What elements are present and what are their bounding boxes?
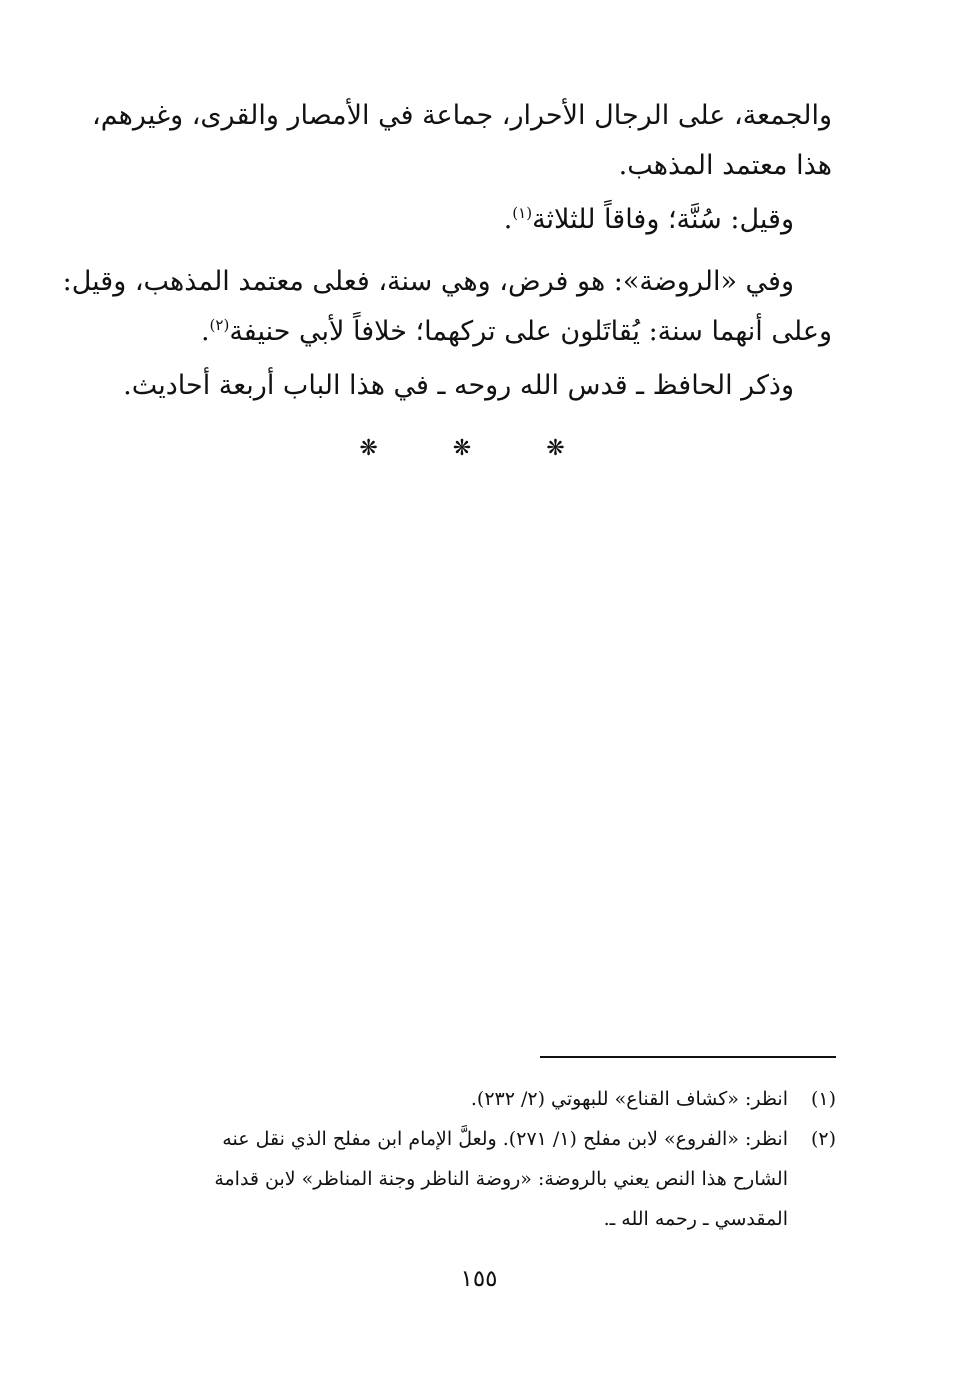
footnote-1-number: (١) [810, 1088, 836, 1110]
footnote-ref-2[interactable]: (٢) [209, 316, 230, 334]
body-line-1: والجمعة، على الرجال الأحرار، جماعة في الأمصار والقرى، وغيرهم، [92, 100, 832, 131]
footnote-ref-1[interactable]: (١) [512, 204, 533, 222]
body-line-3-text: وقيل: سُنَّة؛ وفاقاً للثلاثة [532, 204, 794, 235]
body-line-6: وذكر الحافظ ـ قدس الله روحه ـ في هذا الباب أربعة أحاديث. [123, 370, 794, 401]
section-separator: ❋ ❋ ❋ [359, 436, 599, 461]
body-line-3 [504, 200, 794, 240]
body-line-5 [201, 312, 832, 352]
body-line-5-end: . [200, 316, 210, 347]
body-line-5-text: وعلى أنهما سنة: يُقاتَلون على تركهما؛ خلافاً لأبي حنيفة [229, 316, 832, 347]
footnote-2-line-3: المقدسي ـ رحمه الله ـ. [603, 1208, 788, 1230]
footnote-2-line-1: انظر: «الفروع» لابن مفلح (١/ ٢٧١). ولعلَّ الإمام ابن مفلح الذي نقل عنه [222, 1128, 788, 1150]
page-number: ١٥٥ [460, 1266, 498, 1292]
footnote-2-line-2: الشارح هذا النص يعني بالروضة: «روضة الناظر وجنة المناظر» لابن قدامة [214, 1168, 788, 1190]
body-line-2: هذا معتمد المذهب. [618, 150, 832, 181]
body-line-4: وفي «الروضة»: هو فرض، وهي سنة، فعلى معتمد المذهب، وقيل: [62, 266, 794, 297]
footnote-1-line-1: انظر: «كشاف القناع» للبهوتي (٢/ ٢٣٢). [470, 1088, 788, 1110]
body-line-3-end: . [503, 204, 513, 235]
footnote-divider [540, 1056, 836, 1058]
footnote-2-number: (٢) [810, 1128, 836, 1150]
